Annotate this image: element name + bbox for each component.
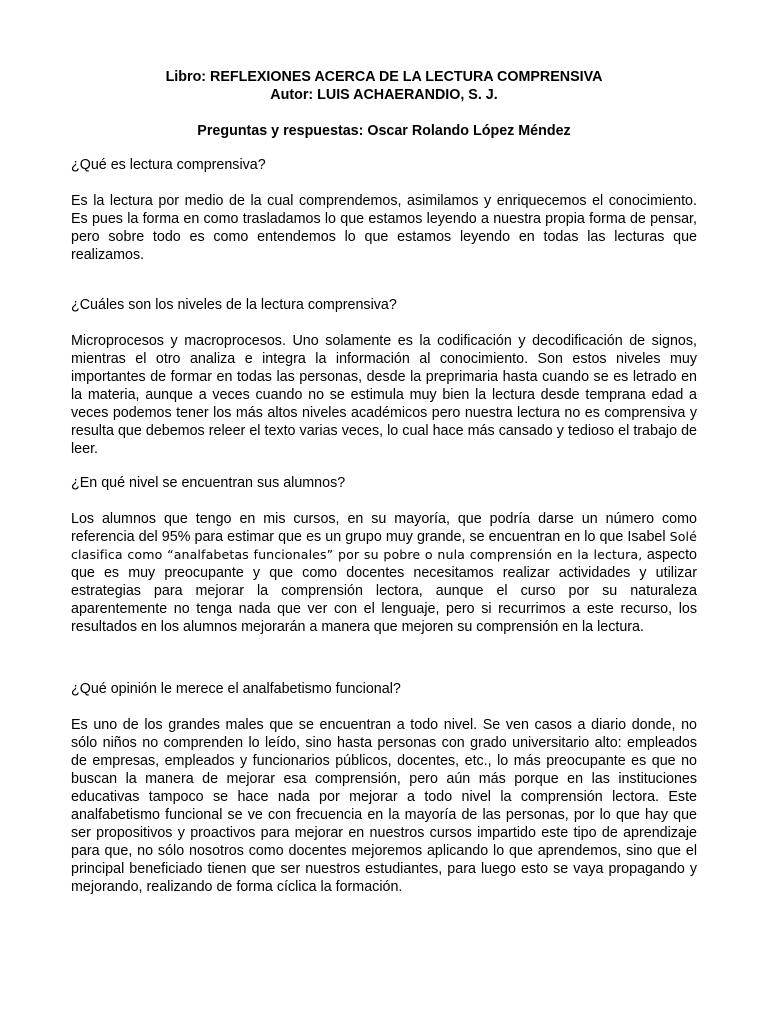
answer-3-part-2: Solé clasifica como “analfabetas funcionales” por su pobre o nula comprensión en la lectura,	[71, 529, 697, 562]
answer-3	[71, 510, 697, 636]
question-1: ¿Qué es lectura comprensiva?	[71, 157, 266, 173]
answer-4: Es uno de los grandes males que se encuentran a todo nivel. Se ven casos a diario donde, no sólo niños no comprenden lo leído, sino hasta personas con grado universitario alto: empleados de empresas, empleados y funcionarios públicos, docentes, etc., lo más preocupante es que no buscan la manera de mejorar esa comprensión, pero aún más porque en las instituciones educativas tampoco se hace nada por mejorar a todo nivel la comprensión lectora. Este analfabetismo funcional se ve con frecuencia en la mayoría de las personas, por lo que hay que ser propositivos y proactivos para mejorar en nuestros cursos impartido este tipo de aprendizaje para que, no sólo nosotros como docentes mejoremos aplicando lo que aprendemos, sino que el principal beneficiado tienen que ser nuestros estudiantes, para luego esto se vaya propagando y mejorando, realizando de forma cíclica la formación.	[71, 717, 697, 895]
question-2: ¿Cuáles son los niveles de la lectura comprensiva?	[71, 297, 397, 313]
question-4: ¿Qué opinión le merece el analfabetismo funcional?	[71, 681, 401, 697]
author-line: Autor: LUIS ACHAERANDIO, S. J.	[270, 87, 498, 103]
answer-3-part-1: Los alumnos que tengo en mis cursos, en su mayoría, que podría darse un número como referencia del 95% para estimar que es un grupo muy grande, se encuentran en lo que Isabel	[71, 511, 697, 545]
qa-credit-line: Preguntas y respuestas: Oscar Rolando López Méndez	[197, 123, 571, 139]
question-3: ¿En qué nivel se encuentran sus alumnos?	[71, 475, 346, 491]
answer-3-part-3: aspecto que es muy preocupante y que como docentes necesitamos realizar actividades y utilizar estrategias para mejorar la comprensión lectora, aunque el curso por su naturaleza aparentemente no tenga nada que ver con el lenguaje, pero si recurrimos a este recurso, los resultados en los alumnos mejorarán a manera que mejoren su comprensión en la lectura.	[71, 547, 697, 635]
answer-1: Es la lectura por medio de la cual comprendemos, asimilamos y enriquecemos el conocimiento. Es pues la forma en como trasladamos lo que estamos leyendo a nuestra propia forma de pensar, pero sobre todo es como entendemos lo que estamos leyendo en todas las lecturas que realizamos.	[71, 193, 697, 263]
answer-2: Microprocesos y macroprocesos. Uno solamente es la codificación y decodificación de signos, mientras el otro analiza e integra la información al conocimiento. Son estos niveles muy importantes de formar en todas las personas, desde la preprimaria hasta cuando se es letrado en la materia, aunque a veces cuando no se estimula muy bien la lectura desde temprana edad a veces podemos tener los más altos niveles académicos pero nuestra lectura no es comprensiva y resulta que debemos releer el texto varias veces, lo cual hace más cansado y tedioso el trabajo de leer.	[71, 333, 697, 457]
book-title: Libro: REFLEXIONES ACERCA DE LA LECTURA COMPRENSIVA	[165, 69, 603, 85]
